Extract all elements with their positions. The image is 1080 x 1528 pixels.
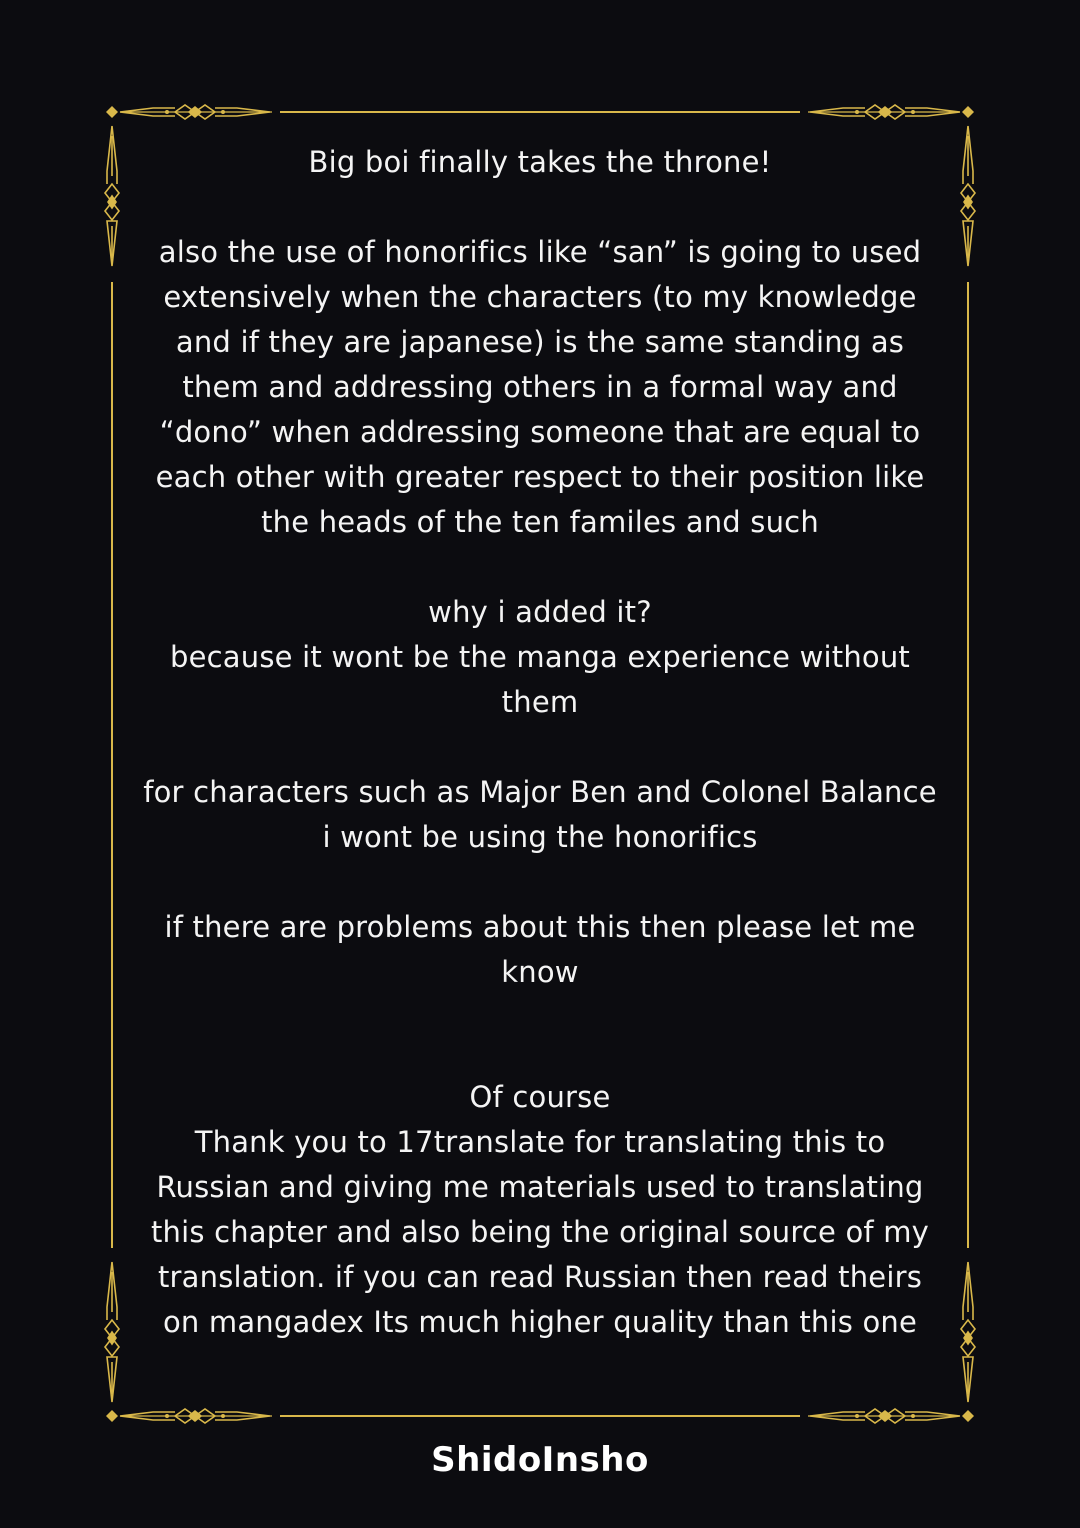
note-line: “dono” when addressing someone that are equal to	[159, 415, 921, 449]
note-paragraph-headline	[125, 140, 955, 185]
note-line: each other with greater respect to their position like	[155, 460, 925, 494]
note-line: this chapter and also being the original source of my	[150, 1215, 930, 1249]
note-line: translation. if you can read Russian then read theirs	[157, 1260, 923, 1294]
note-paragraph-why	[125, 590, 955, 725]
note-line: and if they are japanese) is the same standing as	[175, 325, 905, 359]
note-line: know	[501, 955, 579, 989]
note-paragraph-feedback	[125, 905, 955, 995]
note-paragraph-exceptions	[125, 770, 955, 860]
note-line: also the use of honorifics like “san” is going to used	[158, 235, 922, 269]
note-line: Big boi finally takes the throne!	[308, 145, 772, 179]
note-line: Russian and giving me materials used to translating	[156, 1170, 924, 1204]
note-line: because it wont be the manga experience without	[169, 640, 911, 674]
note-paragraph-honorifics	[125, 230, 955, 545]
note-line: for characters such as Major Ben and Colonel Balance	[143, 775, 937, 809]
note-line: why i added it?	[428, 595, 652, 629]
note-line: them	[501, 685, 579, 719]
note-line: Of course	[469, 1080, 611, 1114]
note-line: them and addressing others in a formal way and	[182, 370, 898, 404]
note-line: extensively when the characters (to my knowledge	[163, 280, 917, 314]
note-line: Thank you to 17translate for translating this to	[194, 1125, 886, 1159]
translator-note	[125, 140, 955, 1345]
signature: ShidoInsho	[431, 1440, 649, 1480]
note-line: the heads of the ten familes and such	[261, 505, 819, 539]
note-line: if there are problems about this then please let me	[164, 910, 916, 944]
note-line: on mangadex Its much higher quality than this one	[162, 1305, 918, 1339]
note-paragraph-thanks	[125, 1075, 955, 1345]
note-line: i wont be using the honorifics	[322, 820, 758, 854]
